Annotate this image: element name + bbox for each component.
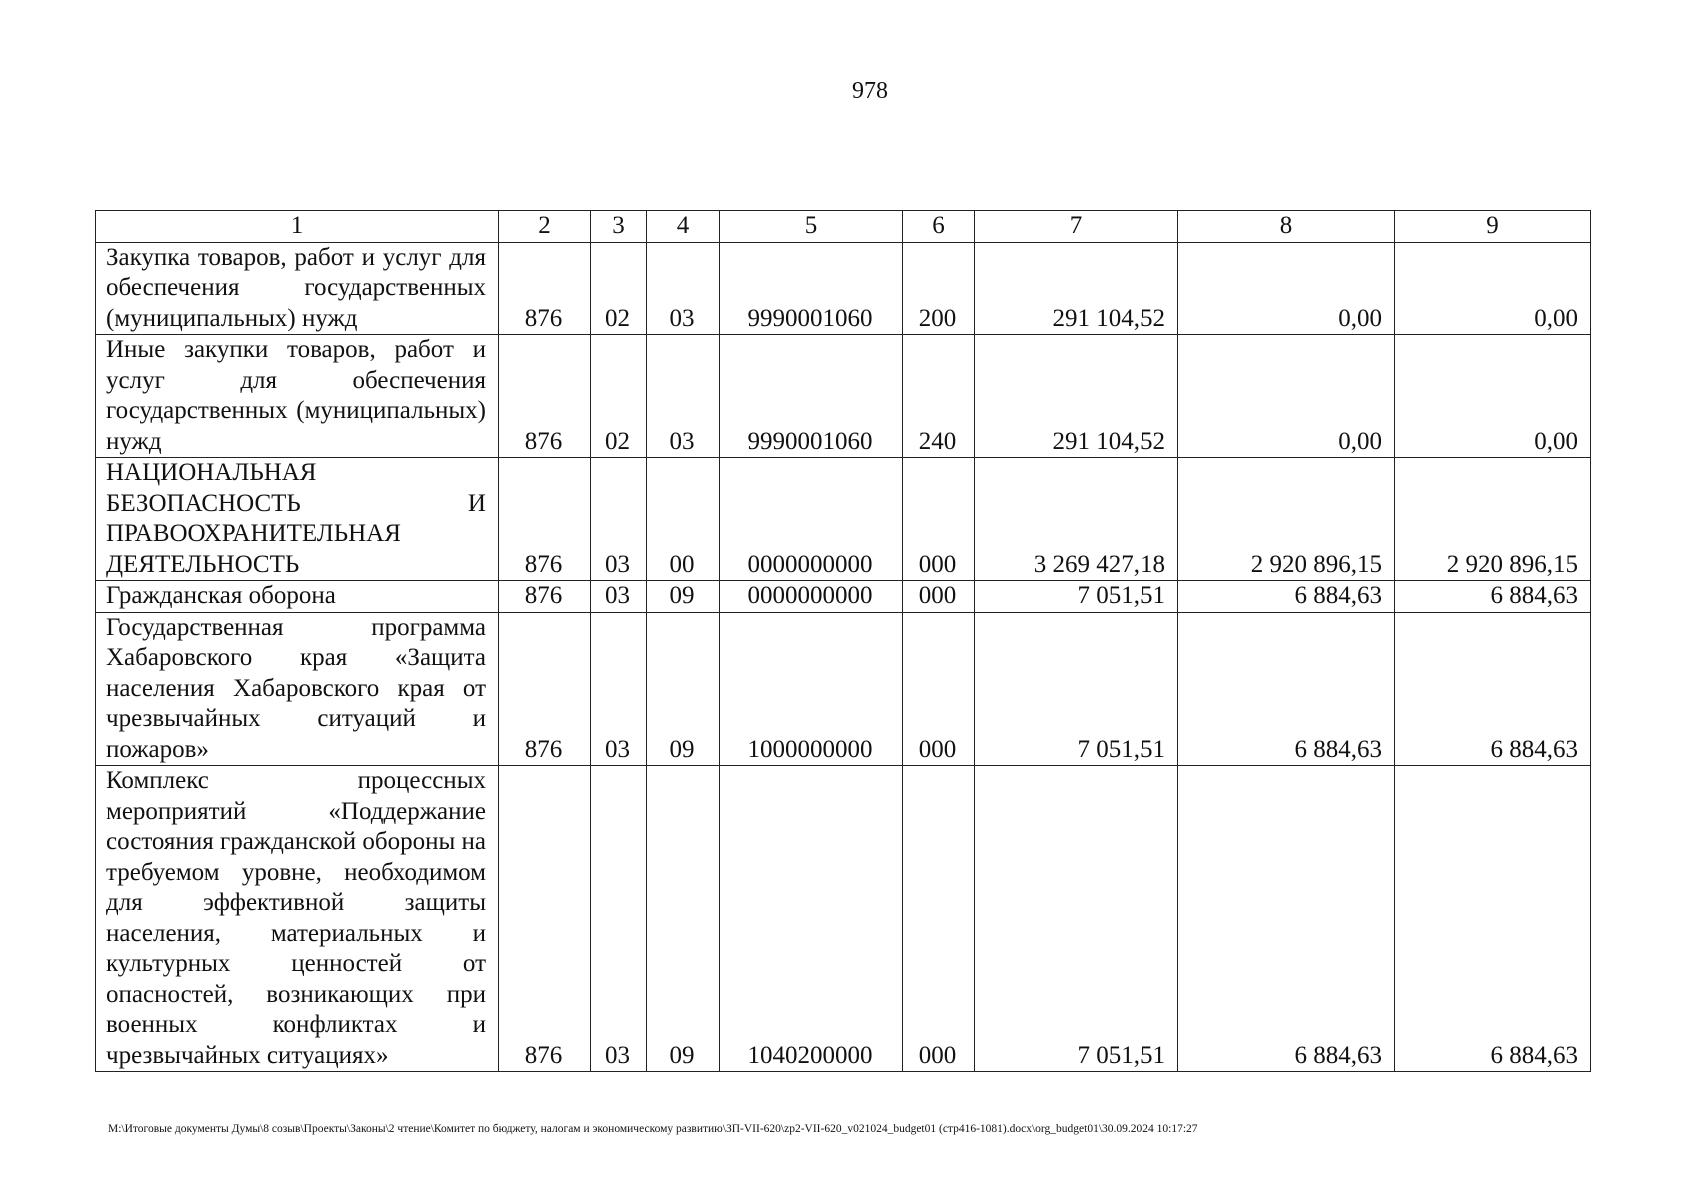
- section-code: 03: [591, 612, 647, 766]
- section-code: 03: [591, 458, 647, 581]
- target-article-code: 1000000000: [720, 612, 903, 766]
- amount-col9: 0,00: [1395, 242, 1591, 335]
- amount-col9: 6 884,63: [1395, 766, 1591, 1072]
- section-code: 03: [591, 766, 647, 1072]
- column-number: 9: [1395, 211, 1591, 243]
- column-number: 6: [903, 211, 975, 243]
- target-article-code: 0000000000: [720, 581, 903, 613]
- amount-col7: 7 051,51: [975, 581, 1178, 613]
- column-number-row: [96, 211, 1591, 243]
- subsection-code: 09: [647, 612, 720, 766]
- amount-col8: 6 884,63: [1178, 766, 1395, 1072]
- expense-type-code: 000: [903, 766, 975, 1072]
- table-row: [96, 242, 1591, 335]
- subsection-code: 03: [647, 242, 720, 335]
- grbs-code: 876: [499, 458, 591, 581]
- row-name: Иные закупки товаров, работ и услуг для обеспечения государственных (муниципальных) нужд: [96, 335, 499, 458]
- amount-col7: 3 269 427,18: [975, 458, 1178, 581]
- expense-type-code: 240: [903, 335, 975, 458]
- amount-col8: 0,00: [1178, 335, 1395, 458]
- section-code: 02: [591, 242, 647, 335]
- column-number: 5: [720, 211, 903, 243]
- column-number: 8: [1178, 211, 1395, 243]
- table-row: [96, 766, 1591, 1072]
- subsection-code: 09: [647, 581, 720, 613]
- row-name: НАЦИОНАЛЬНАЯ БЕЗОПАСНОСТЬ И ПРАВООХРАНИТЕЛЬНАЯ ДЕЯТЕЛЬНОСТЬ: [96, 458, 499, 581]
- table-row: [96, 335, 1591, 458]
- amount-col7: 291 104,52: [975, 242, 1178, 335]
- target-article-code: 1040200000: [720, 766, 903, 1072]
- subsection-code: 00: [647, 458, 720, 581]
- table-row: [96, 458, 1591, 581]
- row-name: Закупка товаров, работ и услуг для обеспечения государственных (муниципальных) нужд: [96, 242, 499, 335]
- budget-table: [95, 210, 1591, 1072]
- row-name: Комплекс процессных мероприятий «Поддержание состояния гражданской обороны на требуемом уровне, необходимом для эффективной защиты населения, материальных и культурных ценностей от опасностей, возникающих при военных конфликтах и чрезвычайных ситуациях»: [96, 766, 499, 1072]
- column-number: 1: [96, 211, 499, 243]
- amount-col8: 2 920 896,15: [1178, 458, 1395, 581]
- expense-type-code: 000: [903, 458, 975, 581]
- row-name: Гражданская оборона: [96, 581, 499, 613]
- target-article-code: 9990001060: [720, 242, 903, 335]
- expense-type-code: 000: [903, 612, 975, 766]
- column-number: 7: [975, 211, 1178, 243]
- page-number: 978: [852, 78, 888, 104]
- target-article-code: 9990001060: [720, 335, 903, 458]
- target-article-code: 0000000000: [720, 458, 903, 581]
- amount-col7: 7 051,51: [975, 766, 1178, 1072]
- document-file-path: M:\Итоговые документы Думы\8 созыв\Проекты\Законы\2 чтение\Комитет по бюджету, налогам и экономическому развитию\ЗП-VII-620\zp2-VII-620_v021024_budget01 (стр416-1081).docx\org_budget01\30.09.2024 10:17:27: [108, 1123, 1198, 1135]
- table-row: [96, 581, 1591, 613]
- amount-col8: 0,00: [1178, 242, 1395, 335]
- expense-type-code: 000: [903, 581, 975, 613]
- grbs-code: 876: [499, 612, 591, 766]
- amount-col8: 6 884,63: [1178, 581, 1395, 613]
- amount-col9: 0,00: [1395, 335, 1591, 458]
- amount-col9: 6 884,63: [1395, 581, 1591, 613]
- section-code: 02: [591, 335, 647, 458]
- column-number: 3: [591, 211, 647, 243]
- expense-type-code: 200: [903, 242, 975, 335]
- amount-col7: 291 104,52: [975, 335, 1178, 458]
- column-number: 2: [499, 211, 591, 243]
- table-row: [96, 612, 1591, 766]
- grbs-code: 876: [499, 242, 591, 335]
- column-number: 4: [647, 211, 720, 243]
- amount-col8: 6 884,63: [1178, 612, 1395, 766]
- subsection-code: 09: [647, 766, 720, 1072]
- amount-col9: 2 920 896,15: [1395, 458, 1591, 581]
- section-code: 03: [591, 581, 647, 613]
- grbs-code: 876: [499, 581, 591, 613]
- grbs-code: 876: [499, 335, 591, 458]
- row-name: Государственная программа Хабаровского края «Защита населения Хабаровского края от чрезвычайных ситуаций и пожаров»: [96, 612, 499, 766]
- amount-col7: 7 051,51: [975, 612, 1178, 766]
- grbs-code: 876: [499, 766, 591, 1072]
- subsection-code: 03: [647, 335, 720, 458]
- amount-col9: 6 884,63: [1395, 612, 1591, 766]
